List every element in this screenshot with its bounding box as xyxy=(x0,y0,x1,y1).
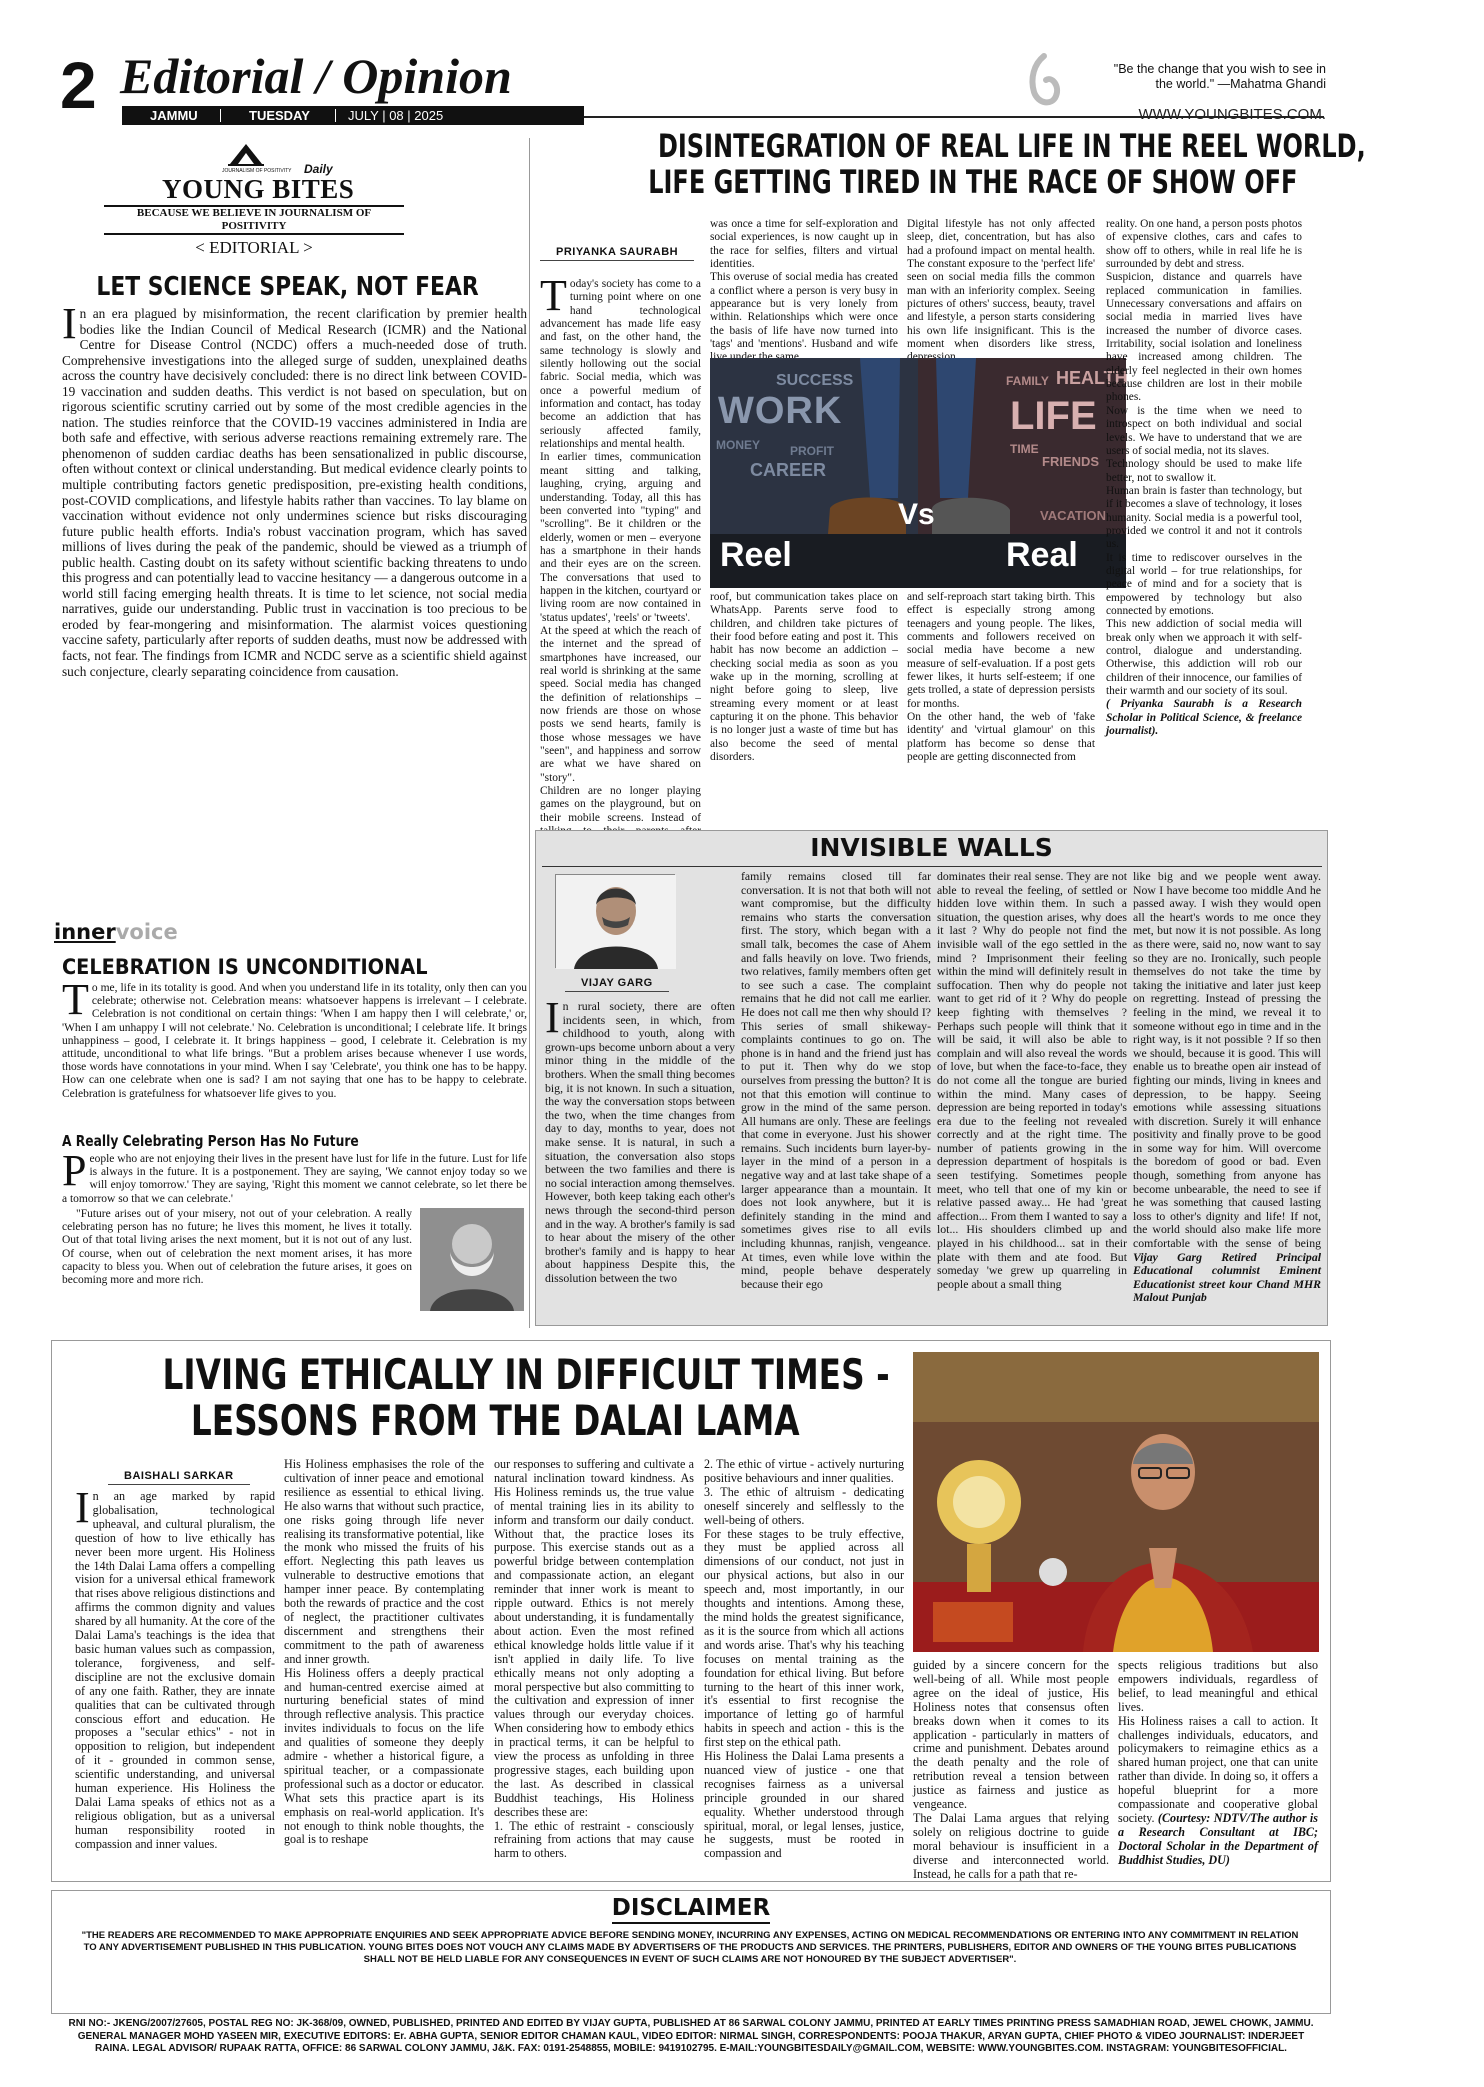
editorial-label: < EDITORIAL > xyxy=(195,238,313,257)
reel-word-career: CAREER xyxy=(750,460,827,480)
date-bar xyxy=(122,106,584,125)
disclaimer-text: "THE READERS ARE RECOMMENDED TO MAKE APPROPRIATE ENQUIRIES AND SEEK APPROPRIATE ADVICE BEFORE SENDING MONEY, INCURRING ANY EXPENSES, ACTING ON MEDICAL RECOMMENDATIONS OR ENTERING INTO ANY COMMITMENT IN RELATION TO ANY ADVERTISEMENT PUBLISHED IN THIS PUBLICATION. YOUNG BITES DOES NOT VOUCH ANY CLAIMS MADE BY ADVERTISERS OF THE PRODUCTS AND SERVICES. THE PRINTERS, PUBLISHERS, EDITOR AND OWNERS OF THE YOUNG BITES PUBLICATIONS SHALL NOT BE HELD LIABLE FOR ANY CONSEQUENCES IN EVENT OF SUCH CLAIMS ARE NOT HONOURED BY THE SUBJECT ADVERTISER". xyxy=(81,1930,1299,1965)
walls-title-rule xyxy=(542,866,1322,867)
dalai-col-1: In an age marked by rapid globalisation, technological upheaval, and cultural pluralism, the question of how to live ethically has never been more urgent. His Holiness the 14th Dalai Lama offers a compelling vision for a universal ethical framework that rises above religious distinctions and affirms the common dignity and values shared by all humanity. At the core of the Dalai Lama's teachings is the idea that basic human values such as compassion, tolerance, forgiveness, and self-discipline are not the exclusive domain of any one faith. Rather, they are innate qualities that can be cultivated through conscious effort and education. He proposes a "secular ethics" - not in opposition to religion, but independent of it - grounded in common sense, scientific understanding, and universal human experience. His Holiness the Dalai Lama speaks of ethics not as a religious obligation, but as a universal human responsibility rooted in compassion and inner values. xyxy=(75,1483,275,1851)
dalai-lama-photo xyxy=(913,1352,1319,1652)
reel-label: Reel xyxy=(720,536,792,574)
logo-small-text: JOURNALISM OF POSITIVITY xyxy=(222,168,292,174)
real-word-health: HEALTH xyxy=(1056,368,1128,388)
reel-vs-real-image xyxy=(710,358,1126,588)
dalai-col-6: spects religious traditions but also empowers individuals, regardless of belief, to lead meaningful and ethical lives. His Holiness raises a call to action. It challenges individuals, educators, and policymakers to reimagine ethics as a shared human project, one that can unite rather than divide. In doing so, it offers a hopeful blueprint for a more compassionate and cooperative global society. (Courtesy: NDTV/The author is a Research Consultant at IBC; Doctoral Scholar in the Department of Buddhist Studies, DU) xyxy=(1118,1658,1318,1867)
logo-name: YOUNG BITES xyxy=(162,174,355,204)
young-bites-logo xyxy=(104,138,404,232)
disclaimer-rule xyxy=(612,1922,770,1924)
logo-daily: Daily xyxy=(304,162,333,176)
reel-word-work: WORK xyxy=(718,390,843,432)
real-label: Real xyxy=(1006,536,1078,574)
reel-word-money: MONEY xyxy=(716,438,761,452)
reel-credit: ( Priyanka Saurabh is a Research Scholar in Political Science, & freelance journalist). xyxy=(1106,698,1302,738)
website[interactable]: WWW.YOUNGBITES.COM. xyxy=(1138,106,1326,123)
innervoice-subtitle: A Really Celebrating Person Has No Future xyxy=(62,1132,359,1150)
innervoice-body-2b: "Future arises out of your misery, not out of your celebration. A really celebrating person has no future; he lives this moment, he lives it totally. Out of that total living arises the next moment, but it is not out of any lust. Of course, when out of celebration the next moment arises, it has more capacity to bless you. When out of celebration the future arises, it goes on becoming more and more rich. xyxy=(62,1208,412,1287)
dalai-col-4: 2. The ethic of virtue - actively nurturing positive behaviours and inner qualities. 3. The ethic of altruism - dedicating oneself sincerely and selflessly to the well-being of others. For these stages to be truly effective, they must be applied across all dimensions of our conduct, not just in our physical actions, but also in our speech and, most importantly, in our thoughts and intentions. Among these, the mind holds the greatest significance, as it is the source from which all actions and words arise. That's why his teaching focuses on mental training as the foundation for ethical living. But before turning to the heart of this inner work, it's essential to first recognise the importance of letting go of harmful habits in speech and action - this is the first step on the ethical path. His Holiness the Dalai Lama presents a nuanced view of justice - one that recognises fairness as a universal principle grounded in our shared equality. Whether understood through spiritual, moral, or legal lenses, justice, he suggests, must be rooted in compassion and xyxy=(704,1457,904,1861)
editorial-title: LET SCIENCE SPEAK, NOT FEAR xyxy=(96,272,479,302)
reel-byline: PRIYANKA SAURABH xyxy=(540,246,694,261)
invisible-walls-title: INVISIBLE WALLS xyxy=(810,833,1053,862)
real-word-time: TIME xyxy=(1010,442,1039,456)
imprint: RNI NO:- JKENG/2007/27605, POSTAL REG NO: JK-368/09, OWNED, PUBLISHED, PRINTED AND EDITED BY VIJAY GUPTA, PUBLISHED AT 86 SARWAL COLONY JAMMU, PRINTED AT EARLY TIMES PRINTING PRESS SAMADHIAN ROAD, JEWEL CHOWK, JAMMU. GENERAL MANAGER MOHD YASEEN MIR, EXECUTIVE EDITORS: Er. ABHA GUPTA, SENIOR EDITOR CHAMAN KAUL, VIDEO EDITOR: NIRMAL SINGH, CORRESPONDENTS: POOJA THAKUR, ARYAN GUPTA, CHIEF PHOTO & VIDEO JOURNALIST: INDERJEET RAINA. LEGAL ADVISOR/ RUPAAK RATTA, OFFICE: 86 SARWAL COLONY JAMMU, J&K. FAX: 0191-2548855, MOBILE: 9419102795. E-MAIL:YOUNGBITESDAILY@GMAIL.COM, WEBSITE: WWW.YOUNGBITES.COM. INSTAGRAM: YOUNGBITESOFFICIAL. xyxy=(68,2018,1314,2054)
reel-word-profit: PROFIT xyxy=(790,444,834,458)
real-word-life: LIFE xyxy=(1010,394,1097,438)
innervoice-logo: innervoice xyxy=(54,920,178,944)
walls-byline: VIJAY GARG xyxy=(565,977,669,992)
reel-col-2a: was once a time for self-exploration and social experiences, is now caught up in the race for selfies, filters and virtual identities. This overuse of social media has created a conflict where a person is very busy in appearance but is very lonely from within. Relationships which were once the basis of life have now turned into 'tags' and 'mentions'. Husband and wife xyxy=(710,218,898,351)
day-label: TUESDAY xyxy=(249,108,310,123)
reel-title: DISINTEGRATION OF REAL LIFE IN THE REEL WORLD, LIFE GETTING TIRED IN THE RACE OF SHOW OFF xyxy=(648,127,1366,201)
walls-credit: Vijay Garg Retired Principal Educational columnist Eminent Educationist street kour Chand MHR Malout Punjab xyxy=(1133,1249,1321,1305)
gandhi-quote: "Be the change that you wish to see in the world." —Mahatma Ghandi xyxy=(1113,62,1326,91)
reel-col-3b: and self-reproach start taking birth. This effect is especially strong among teenagers and young people. The likes, comments and followers received on social media have become a new measure of self-evaluation. If a post gets fewer likes, it hurts self-esteem; if one gets trolled, a state of depression persists for months. On the other hand, the web of 'fake identity' and 'virtual glamour' on this platform has become so dense that people are getting disconnected from xyxy=(907,591,1095,764)
place-label: JAMMU xyxy=(150,108,198,123)
real-word-family: FAMILY xyxy=(1006,374,1049,388)
dalai-title: LIVING ETHICALLY IN DIFFICULT TIMES - LESSONS FROM THE DALAI LAMA xyxy=(162,1350,890,1445)
dalai-col-2: His Holiness emphasises the role of the cultivation of inner peace and emotional resilience as essential to ethical living. He also warns that without such practice, one risks going through life never realising its transformative potential, like the monk who missed the fruits of his effort. Neglecting this path leaves us vulnerable to destructive emotions that hamper inner peace. By contemplating both the rewards of practice and the cost of neglect, the practitioner cultivates discernment and strengthens their commitment to the path of awareness and inner growth. His Holiness offers a deeply practical and human-centred exercise aimed at nurturing beneficial states of mind through reflective analysis. This practice invites individuals to focus on the life and qualities of someone they deeply admire - whether a historical figure, a spiritual teacher, or a compassionate professional such as a doctor or educator. What sets this practice apart is its emphasis on real-world application. It's not enough to think noble thoughts, the goal is to reshape xyxy=(284,1457,484,1847)
osho-photo xyxy=(420,1208,524,1311)
walls-col-1: In rural society, there are often incidents seen, in which, from childhood to youth, along with grown-ups become unborn about a very minor thing in the middle of the brothers. When the small thing becomes big, it is not known. In such a situation, the way the conversation stops between the two, when the time changes from day to day, months to year, does not make sense. It is natural, in such a situation, the conversation also stops between the two families and there is no social interaction among themselves. However, both keep taking each other's news through the second-third person and in the way. A brother's family is sad to hear about the misery of the other brother's family and is happy to hear about happiness Despite this, the dissolution between the two xyxy=(545,993,735,1285)
column-divider xyxy=(529,138,530,1328)
reel-col-2b: roof, but communication takes place on WhatsApp. Parents serve food to children, and children take pictures of their food before eating and post it. This habit has now become an addiction – checking social media as soon as you wake up in the morning, scrolling at night before going to sleep, live streaming every moment or at least capturing it on the phone. This behavior is no longer just a waste of time but has also become the seed of mental disorders. xyxy=(710,591,898,764)
vijay-garg-photo xyxy=(555,874,675,968)
disclaimer-title: DISCLAIMER xyxy=(611,1895,771,1921)
reel-col-1: Today's society has come to a turning point where on one hand technological advancement has made life easy and fast, on the other hand, the same technology is slowly and silently hollowing out the social fabric. Social media, which was once a powerful medium of information and contact, has today become an addiction that has seriously affected family, relationships and mental health. In earlier times, communication meant sitting and talking, laughing, crying, arguing and understanding. Today, all this has been converted into "typing" and "scrolling". Be it children or the elderly, women or men – everyone has a smartphone in their hands and their eyes are on the screen. The conversations that used to happen in the kitchen, courtyard or living room are now contained in 'status updates', 'reels' or 'tweets'. At the speed at which the reach of the internet and the spread of smartphones have increased, our real world is shrinking at the same speed. Social media has changed the definition of relationships – now friends are those on whose posts we send hearts, family is those whose messages we have "seen", and happiness and sorrow are what we have shared on "story". Children are no longer playing games on the playground, but on their mobile screens. Instead of xyxy=(540,271,701,824)
dalai-col-5: guided by a sincere concern for the well-being of all. While most people agree on the ideal of justice, His Holiness notes that consensus often breaks down when it comes to its application - particularly in matters of crime and punishment. Debates around the death penalty and the role of retribution reveal a tension between justice as fairness and justice as vengeance. The Dalai Lama argues that relying solely on religious doctrine to guide moral behaviour is insufficient in a diverse and interconnected world. Instead, he calls for a path that re- xyxy=(913,1658,1109,1881)
date-label: JULY | 08 | 2025 xyxy=(348,108,444,123)
dalai-col-3: our responses to suffering and cultivate a natural inclination toward kindness. As His Holiness reminds us, the true value of mental training lies in its ability to inform and transform our daily conduct. Without that, the practice loses its purpose. This exercise stands out as a powerful bridge between contemplation and compassionate action, an elegant reminder that inner work is meant to ripple outward. Ethics is not merely about understanding, it is fundamentally about action. Even the most refined ethical knowledge holds little value if it isn't applied in daily life. To live ethically means not only adopting a moral perspective but also committing to the cultivation and expression of inner values through our everyday choices. When considering how to embody ethics in practical terms, it can be helpful to view the process as unfolding in three progressive stages, each building upon the last. As described in classical Buddhist teachings, His Holiness describes these are: 1. The ethic of restraint - consciously refraining from actions that may cause harm to others. xyxy=(494,1457,694,1861)
walls-col-4: like big and we people went away. Now I have become too middle And he passed away. I wish they would open all the heart's words to me once they met, but now it is not possible. As long as there were, said no, now want to say so they are no. Ironically, such people themselves do not take the time by taking the initiative and later just keep on regretting. Instead of pressing the feeling in the mind, we reveal it to someone without ego in time and in the right way, is it not possible ? If so then we should, because it is good. This will enable us to breathe open air instead of fighting our minds, living in knees and depression, to be happy. Seeing emotions while assessing situations with discretion. Surely it will enhance positivity and finally prove to be good in some way for him. Will overcome the boredom of good or bad. Even though, something from anyone has become unbearable, the need to see if he was something that caused lasting loss to other's dignity and life! If not, the world should also make life more comfortable with the sense of being Vijay Garg Retired Principal Educational columnist Eminent Educationist street kour Chand MHR Malout Punjab xyxy=(1133,869,1321,1305)
logo-emblem-icon xyxy=(226,138,266,168)
vs-label: Vs xyxy=(898,498,935,531)
reel-col-4: reality. On one hand, a person posts photos of expensive clothes, cars and cafes to show off to others, while in real life he is surrounded by debt and stress. Suspicion, distance and quarrels have replaced communication in families. Unnecessary conversations and affairs on social media in married lives have increased the number of divorce cases. Irritability, social isolation and loneliness have increased among children. The elderly feel neglected in their own homes because children are lost in their mobile phones. Now is the time when we need to introspect on both individual and social levels. We have to understand that we are users of social media, not its slaves. Technology should be used to make life better, not to swallow it. Human brain is faster than technology, but if it becomes a slave of technology, it loses humanity. Social media is a powerful tool, provided we control it and not it controls us. It is time to rediscover ourselves in the digital world – for true relationships, for peace of mind and for a society that is empowered by technology but also connected by emotions. This new addiction of social media will break only when we approach it with self-control, dialogue and understanding. Otherwise, this addiction will rob our children of their innocence, our families of their warmth and our society of its soul. ( Priyanka Saurabh is a Research Scholar in Political Science, & freelance journalist). xyxy=(1106,218,1302,738)
innervoice-body-2a: People who are not enjoying their lives in the present have lust for life in the future. Lust for life is always in the future. It is a postponement. They are saying, 'We cannot enjoy today so we will enjoy tomorrow.' They are saying, 'Right this moment we cannot celebrate, so let there be a tomorrow so that we can celebrate.' xyxy=(62,1146,527,1205)
editorial-body: In an era plagued by misinformation, the recent clarification by premier health bodies like the Indian Council of Medical Research (ICMR) and the National Centre for Disease Control (NCDC) offers a much-needed dose of truth. Comprehensive investigations into the alleged surge of sudden, unexplained deaths across the country have decisively concluded: there is no direct link between COVID-19 vaccination and sudden deaths. This verdict is not based on speculation, but on rigorous scientific scrutiny carried out by some of the most credible agencies in the nation. The studies reinforce that the COVID-19 vaccines administered in India are both safe and effective, with serious adverse reactions remaining extremely rare. The phenomenon of sudden cardiac deaths has been sensationalized in public discourse, often without context or clinical understanding. But medical evidence clearly points to multiple contributing factors genetic predisposition, pre-existing health conditions, post-COVID complications, and lifestyle habits rather than vaccines. To lay blame on vaccination without evidence not only undermines science but risks discouraging future public health efforts. India's robust vaccination program, which has saved millions of lives during the peak of the pandemic, should be viewed as a triumph of public health. Casting doubt on its safety without scientific backing threatens to undo this progress and can potentially lead to vaccine hesitancy — a dangerous outcome in a world still facing emerging health threats. It is time to let science, not social media narratives, guide our understanding. Public trust in vaccination is too precious to be eroded by fear-mongering and misinformation. The alarmist voices questioning vaccine safety, particularly after reports of sudden deaths, must now be addressed with facts, not fear. The findings from ICMR and NCDC serve as a scientific shield against such conjecture, clearly separating coincidence from causation. xyxy=(62,299,527,679)
page-number: 2 xyxy=(60,48,97,122)
walls-col-3: dominates their real sense. They are not able to reveal the feeling, of settled or hidden love within them. In such a situation, the question arises, why does it last ? Why do people not find the invisible wall of the ego settled in the mind ? Imprisonment their feeling within the mind will definitely result in suffocation. Then why do people not want to get rid of it ? Why do people keep fighting with themselves ? Perhaps such people will think that it will be said, it will also be able to complain and will also reveal the words of love, but when the face-to-face, they do not come all the tongue are buried within the mind. Many cases of depression are being reported in today's era due to the feeling not revealed correctly and at the right time. The number of patients growing in the depression department of hospitals is seen testifying. Sometimes people meet, who tell that one of my kin or relative passed away... He had 'great affection... From them I wanted to say a lot... His shoulders climbed up and played in his childhood... sat in their plate with them and ate food. But someday 'we grew up quarreling in people about a small thing xyxy=(937,869,1127,1291)
reel-col-3a: Digital lifestyle has not only affected sleep, diet, concentration, but has also had a profound impact on mental health. The constant exposure to the 'perfect life' seen on social media fills the common man with an inferiority complex. Seeing pictures of others' success, beauty, travel and lifestyle, a person starts considering his own life insignificant. This is the moment when disorders like stress, xyxy=(907,218,1095,351)
innervoice-title: CELEBRATION IS UNCONDITIONAL xyxy=(62,955,428,979)
section-title: Editorial / Opinion xyxy=(120,48,512,104)
gandhi-emblem xyxy=(1024,52,1060,110)
logo-tagline: BECAUSE WE BELIEVE IN JOURNALISM OF POSITIVITY xyxy=(104,205,404,235)
real-word-vacation: VACATION xyxy=(1040,508,1106,523)
innervoice-body: To me, life in its totality is good. And when you understand life in its totality, only then can you celebrate; otherwise not. Celebration means: whatsoever happens is irrelevant – I celebrate. Celebration is not conditional on certain things: 'When I am happy then I will celebrate,' or, 'When I am unhappy I will not celebrate.' No. Celebration is unconditional; I celebrate life. It brings unhappiness – good, I celebrate it. It brings happiness – good, I celebrate it. Celebration is my attitude, unconditional to what life brings. "But a problem arises because whenever I use words, those words have connotations in your mind. When I say 'Celebrate', you think one has to be happy. How can one celebrate when one is sad? I am not saying that one has to be happy to celebrate. Celebration is gratefulness for whatsoever life gives to you. xyxy=(62,975,527,1100)
real-word-friends: FRIENDS xyxy=(1042,454,1100,469)
dalai-credit: (Courtesy: NDTV/The author is a Research Consultant at IBC; Doctoral Scholar in the Department of Buddhist Studies, DU) xyxy=(1118,1810,1318,1867)
walls-col-2: family remains closed till far conversation. It is not that both will not want compromise, but the difficulty remains who starts the conversation first. The story, which began with a small talk, becomes the case of Ahem and falls heavily on love. Two friends, two relatives, family members often get to see such a case. The complaint remains that he did not call me earlier. He does not call me then why should I? This series of small shikeway-complaints continues to go on. The phone is in hand and the friend just has to put it. Then why do we stop ourselves from pressing the button? It is not that this emotion will continue to grow in the mind of the same person. All humans are only. These are feelings that come in everyone. Just his shower remains. Such incidents burn layer-by-layer in the mind of a person in a negative way and at last take shape of a larger appearance than a mountain. It does not look anywhere, but it is definitely standing in the mind and sometimes gives rise to all evils including khunnas, ranjish, vengeance. At times, even while love within the mind, people behave desperately because their ego xyxy=(741,869,931,1291)
dalai-byline: BAISHALI SARKAR xyxy=(108,1470,250,1485)
reel-word-success: SUCCESS xyxy=(776,372,854,389)
